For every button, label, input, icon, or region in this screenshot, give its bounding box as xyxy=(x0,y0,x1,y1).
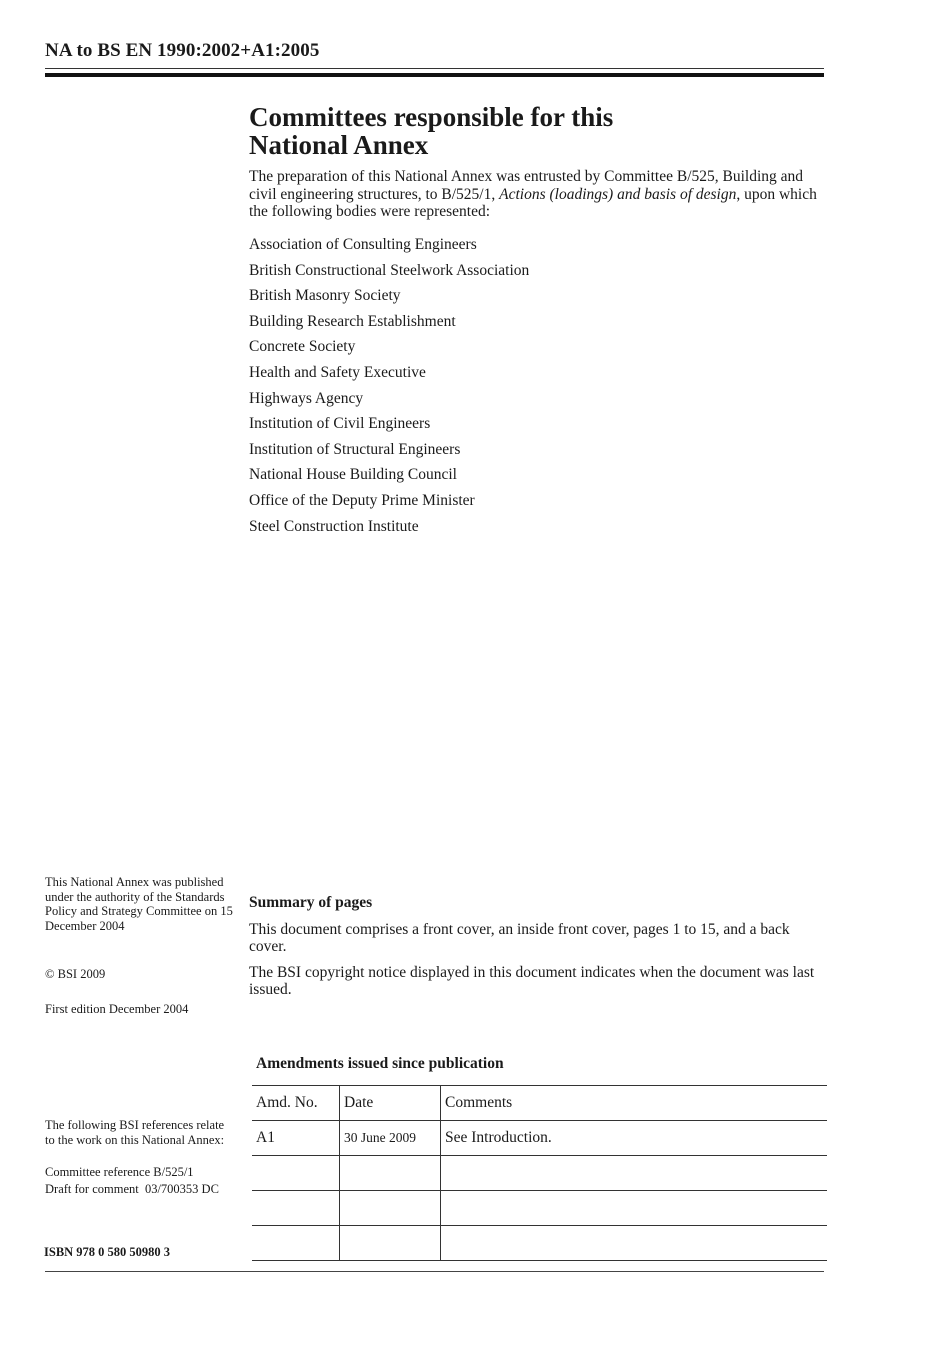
table-cell xyxy=(340,1156,441,1191)
column-header-comments: Comments xyxy=(441,1086,828,1121)
table-cell xyxy=(252,1191,340,1226)
table-cell xyxy=(340,1191,441,1226)
header-rule-thick xyxy=(45,73,824,77)
list-item: Building Research Establishment xyxy=(249,312,456,330)
list-item: Steel Construction Institute xyxy=(249,517,419,535)
table-cell xyxy=(340,1226,441,1261)
publication-note: This National Annex was published under the authority of the Standards Policy and Strategy Committee on 15 December 2004 xyxy=(45,875,233,933)
table-cell xyxy=(441,1156,828,1191)
list-item: National House Building Council xyxy=(249,466,457,484)
table-row xyxy=(252,1121,827,1156)
committee-reference: Committee reference B/525/1 xyxy=(45,1165,194,1179)
list-item: Association of Consulting Engineers xyxy=(249,236,477,253)
list-item: Institution of Structural Engineers xyxy=(249,440,461,458)
column-header-amd-no: Amd. No. xyxy=(252,1086,340,1121)
table-cell: See Introduction. xyxy=(441,1121,828,1156)
amendments-table xyxy=(252,1085,827,1261)
list-item: Highways Agency xyxy=(249,389,364,407)
table-cell: A1 xyxy=(252,1121,340,1156)
header-rule-thin xyxy=(45,68,824,69)
references-intro: The following BSI references relate to the work on this National Annex: xyxy=(45,1118,225,1147)
list-item: Institution of Civil Engineers xyxy=(249,415,431,433)
table-cell xyxy=(441,1226,828,1261)
list-item: Office of the Deputy Prime Minister xyxy=(249,491,475,509)
list-item: Concrete Society xyxy=(249,338,356,356)
edition-note: First edition December 2004 xyxy=(45,1002,189,1016)
list-item: British Masonry Society xyxy=(249,287,401,305)
table-cell: 30 June 2009 xyxy=(340,1121,441,1156)
footer-rule xyxy=(45,1271,824,1272)
draft-for-comment: Draft for comment 03/700353 DC xyxy=(45,1182,219,1196)
running-head: NA to BS EN 1990:2002+A1:2005 xyxy=(45,40,320,61)
table-row xyxy=(252,1156,827,1191)
column-header-date: Date xyxy=(340,1086,441,1121)
list-item: Health and Safety Executive xyxy=(249,363,426,381)
summary-paragraph-2: The BSI copyright notice displayed in this document indicates when the document was last issued. xyxy=(249,964,815,998)
page-title-line-1: Committees responsible for this xyxy=(249,102,614,132)
intro-paragraph xyxy=(249,168,819,221)
intro-text-italic: Actions (loadings) and basis of design xyxy=(499,185,737,203)
table-row xyxy=(252,1191,827,1226)
table-row xyxy=(252,1226,827,1261)
copyright-note: © BSI 2009 xyxy=(45,967,106,981)
table-header-row xyxy=(252,1086,827,1121)
table-cell xyxy=(252,1226,340,1261)
table-cell xyxy=(441,1191,828,1226)
isbn: ISBN 978 0 580 50980 3 xyxy=(44,1245,171,1259)
amendments-heading: Amendments issued since publication xyxy=(256,1055,504,1072)
list-item: British Constructional Steelwork Association xyxy=(249,261,530,279)
summary-paragraph-1: This document comprises a front cover, an inside front cover, pages 1 to 15, and a back cover. xyxy=(249,921,790,955)
page-title xyxy=(249,103,809,159)
summary-heading: Summary of pages xyxy=(249,894,373,911)
page-title-line-2: National Annex xyxy=(249,130,429,160)
represented-bodies-list xyxy=(249,236,529,543)
table-cell xyxy=(252,1156,340,1191)
intro-text-after: , upon which the following bodies were represented: xyxy=(249,185,817,220)
intro-text-before: The preparation of this National Annex was entrusted by Committee B/525, Building and civil engineering structures, to B/525/1, xyxy=(249,168,804,203)
